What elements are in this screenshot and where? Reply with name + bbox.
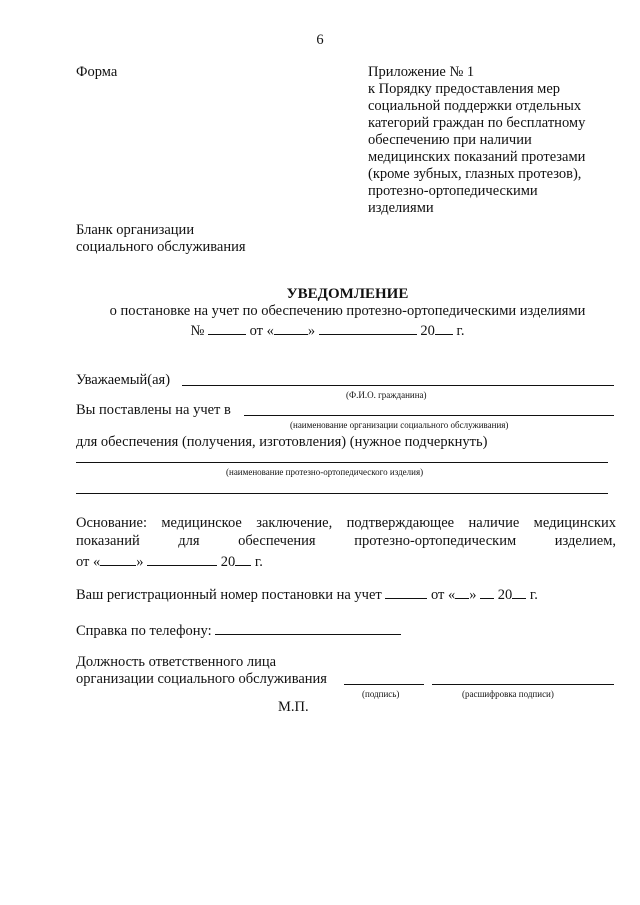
notice-day-field[interactable] [274, 320, 308, 335]
form-label: Форма [76, 64, 118, 80]
signature-title-line: Должность ответственного лица [76, 654, 277, 670]
from-text: от « [249, 323, 274, 339]
dear-label: Уважаемый(ая) [76, 372, 171, 388]
org-blank-label [76, 222, 246, 256]
appendix-line: медицинских показаний протезами [368, 149, 586, 165]
registration-year-field[interactable] [512, 584, 526, 599]
org-blank-line: социального обслуживания [76, 239, 246, 255]
organization-name-caption: (наименование организации социального обслуживания) [290, 420, 509, 430]
phone-field[interactable] [215, 620, 401, 635]
product-name-caption: (наименование протезно-ортопедического изделия) [226, 467, 424, 477]
year-suffix: г. [456, 323, 465, 339]
appendix-line: категорий граждан по бесплатному [368, 115, 586, 131]
from-text: от « [76, 554, 101, 570]
appendix-line: Приложение № 1 [368, 64, 475, 80]
quote-close: » [136, 554, 144, 570]
registered-label: Вы поставлены на учет в [76, 402, 231, 418]
appendix-line: социальной поддержки отдельных [368, 98, 582, 114]
citizen-name-caption: (Ф.И.О. гражданина) [346, 390, 427, 400]
quote-close: » [307, 323, 316, 339]
notice-title-block [60, 286, 635, 340]
basis-month-field[interactable] [147, 551, 217, 566]
notice-month-field[interactable] [319, 320, 417, 335]
org-blank-line: Бланк организации [76, 222, 195, 238]
year-suffix: г. [254, 554, 263, 570]
registration-row [76, 584, 538, 604]
year-prefix: 20 [220, 554, 236, 570]
notice-subtitle: о постановке на учет по обеспечению протезно-ортопедическими изделиями [109, 303, 586, 319]
registration-label: Ваш регистрационный номер постановки на учет [76, 587, 382, 603]
basis-day-field[interactable] [100, 551, 136, 566]
basis-line: Основание: медицинское заключение, подтверждающее наличие медицинских [76, 515, 616, 531]
appendix-line: обеспечению при наличии [368, 132, 532, 148]
notice-year-field[interactable] [435, 320, 453, 335]
appendix-line: (кроме зубных, глазных протезов), [368, 166, 582, 182]
signature-caption: (подпись) [362, 689, 400, 699]
year-suffix: г. [529, 587, 538, 603]
appendix-line: протезно-ортопедическими [368, 183, 538, 199]
citizen-name-field[interactable] [182, 385, 614, 386]
notice-number-field[interactable] [208, 320, 246, 335]
quote-close: » [469, 587, 477, 603]
basis-year-field[interactable] [235, 551, 251, 566]
year-prefix: 20 [497, 587, 513, 603]
basis-line: показаний для обеспечения протезно-ортопедическим изделием, [76, 533, 616, 549]
notice-number-line [20, 320, 635, 340]
appendix-line: изделиями [368, 200, 434, 216]
product-name-field[interactable] [76, 462, 608, 463]
dear-row [76, 372, 170, 389]
number-sign: № [190, 323, 205, 339]
signature-decode-caption: (расшифровка подписи) [462, 689, 554, 699]
provision-row: для обеспечения (получения, изготовления) (нужное подчеркнуть) [76, 434, 488, 450]
page-number: 6 [316, 32, 324, 48]
basis-date-row [76, 551, 263, 571]
phone-label: Справка по телефону: [76, 623, 212, 639]
organization-name-field[interactable] [244, 415, 614, 416]
signature-decode-field[interactable] [432, 684, 614, 685]
registered-row [76, 402, 231, 419]
notice-title: УВЕДОМЛЕНИЕ [286, 286, 409, 302]
registration-number-field[interactable] [385, 584, 427, 599]
appendix-line: к Порядку предоставления мер [368, 81, 561, 97]
from-text: от « [431, 587, 456, 603]
product-name-field-extra[interactable] [76, 493, 608, 494]
year-prefix: 20 [420, 323, 435, 339]
appendix-block [368, 64, 618, 217]
registration-day-field[interactable] [455, 584, 469, 599]
stamp-label: М.П. [278, 699, 309, 715]
signature-title-line: организации социального обслуживания [76, 671, 327, 687]
signature-field[interactable] [344, 684, 424, 685]
registration-month-field[interactable] [480, 584, 494, 599]
phone-row [76, 620, 401, 640]
